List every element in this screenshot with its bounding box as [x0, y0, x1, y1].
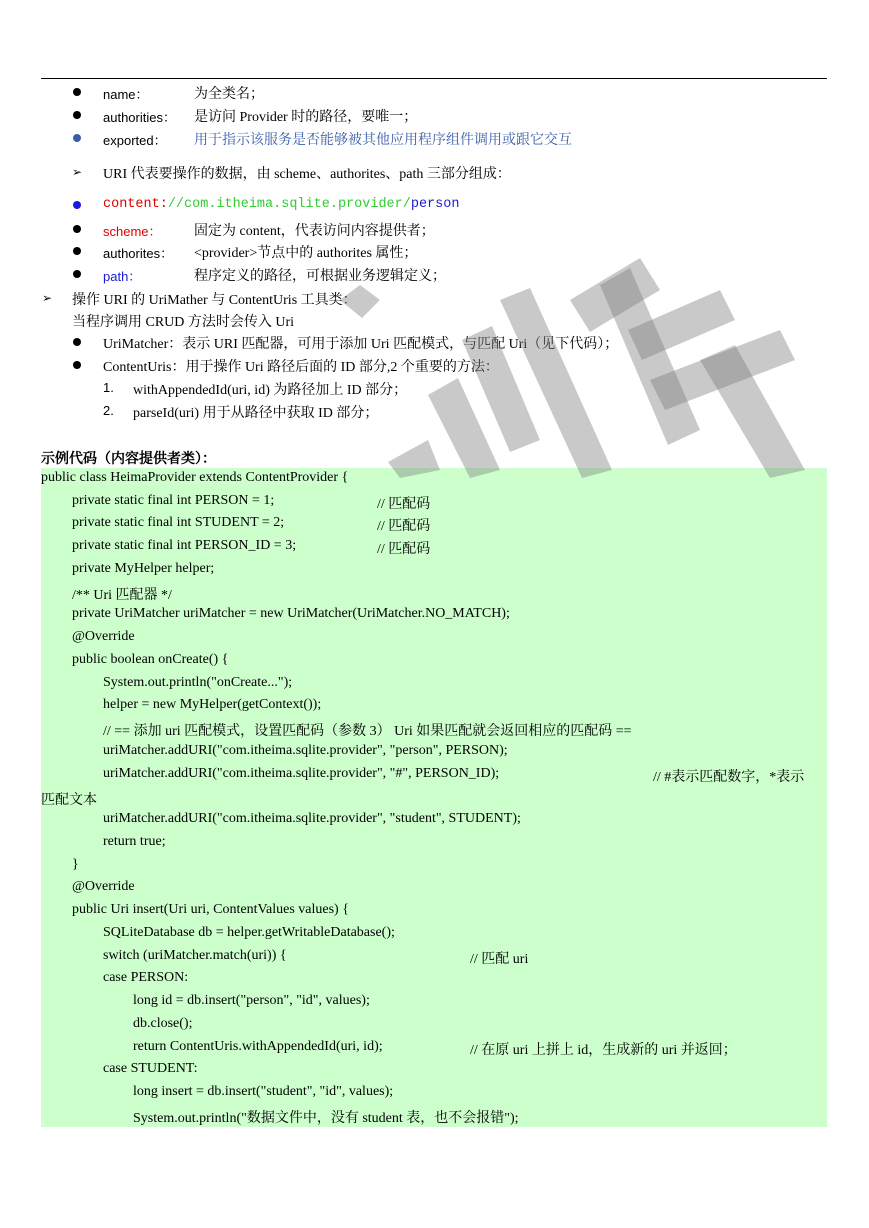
bullet-desc: 用于指示该服务是否能够被其他应用程序组件调用或跟它交互 [194, 133, 572, 148]
watermark-stroke [500, 288, 612, 478]
code-line: db.close(); [133, 1016, 193, 1031]
code-line: @Override [72, 629, 135, 644]
list-item: UriMatcher：表示 URI 匹配器，可用于添加 Uri 匹配模式，与匹配 Uri（见下代码）； [103, 337, 619, 352]
uri-authority: //com.itheima.sqlite.provider/ [167, 197, 411, 212]
bullet-label: authorites： [103, 246, 174, 261]
code-line: public Uri insert(Uri uri, ContentValues values) { [72, 902, 349, 917]
bullet-icon [73, 225, 81, 233]
bullet-icon [73, 134, 81, 142]
code-line: private static final int STUDENT = 2; [72, 515, 285, 530]
uri-intro-text: URI 代表要操作的数据，由 scheme、authorites、path 三部分组成： [103, 167, 511, 182]
bullet-desc: 固定为 content，代表访问内容提供者； [194, 224, 435, 239]
code-line: case STUDENT: [103, 1061, 198, 1076]
code-line: private MyHelper helper; [72, 561, 215, 576]
list-number: 2. [103, 403, 114, 418]
code-comment: // 匹配码 [377, 542, 431, 557]
code-comment: // 在原 uri 上拼上 id，生成新的 uri 并返回； [470, 1043, 737, 1058]
code-comment: 匹配文本 [41, 793, 97, 808]
code-line: SQLiteDatabase db = helper.getWritableDatabase(); [103, 925, 395, 940]
watermark-stroke [700, 345, 805, 478]
bullet-icon [73, 88, 81, 96]
arrow-bullet-icon: ➢ [72, 165, 83, 179]
bullet-icon [73, 361, 81, 369]
code-line: return true; [103, 834, 166, 849]
code-line: public boolean onCreate() { [72, 652, 229, 667]
bullet-icon [73, 338, 81, 346]
code-line: long insert = db.insert("student", "id", values); [133, 1084, 394, 1099]
watermark-stroke [650, 330, 795, 410]
code-line: uriMatcher.addURI("com.itheima.sqlite.provider", "person", PERSON); [103, 743, 508, 758]
list-item: withAppendedId(uri, id) 为路径加上 ID 部分； [133, 383, 408, 398]
code-comment: // 匹配码 [377, 497, 431, 512]
code-line: case PERSON: [103, 970, 189, 985]
code-comment: // #表示匹配数字，*表示 [653, 770, 805, 785]
bullet-icon [73, 111, 81, 119]
example-heading: 示例代码（内容提供者类）： [41, 452, 216, 467]
bullet-label: name： [103, 87, 149, 102]
section-subtitle: 当程序调用 CRUD 方法时会传入 Uri [72, 315, 295, 330]
section-title: 操作 URI 的 UriMather 与 ContentUris 工具类： [72, 293, 357, 308]
code-comment: // 匹配码 [377, 519, 431, 534]
bullet-icon [73, 270, 81, 278]
code-line: private static final int PERSON_ID = 3; [72, 538, 297, 553]
watermark-stroke [628, 290, 735, 360]
bullet-icon [73, 201, 81, 209]
uri-scheme: content: [103, 197, 168, 212]
code-comment: // 匹配 uri [470, 952, 529, 967]
bullet-icon [73, 247, 81, 255]
arrow-bullet-icon: ➢ [42, 291, 53, 305]
code-line: switch (uriMatcher.match(uri)) { [103, 948, 287, 963]
bullet-label: scheme： [103, 224, 162, 239]
code-line: System.out.println("onCreate..."); [103, 675, 293, 690]
bullet-desc: 为全类名； [194, 87, 264, 102]
code-line: private UriMatcher uriMatcher = new UriMatcher(UriMatcher.NO_MATCH); [72, 606, 510, 621]
code-line: uriMatcher.addURI("com.itheima.sqlite.provider", "student", STUDENT); [103, 811, 521, 826]
code-line: private static final int PERSON = 1; [72, 493, 275, 508]
code-comment: // == 添加 uri 匹配模式，设置匹配码（参数 3） Uri 如果匹配就会返回相应的匹配码 == [103, 724, 632, 739]
code-line: helper = new MyHelper(getContext()); [103, 697, 322, 712]
header-rule [41, 78, 827, 79]
list-number: 1. [103, 380, 114, 395]
watermark-stroke [428, 378, 500, 478]
code-line: /** Uri 匹配器 */ [72, 588, 172, 603]
bullet-label: exported： [103, 133, 167, 148]
code-line: @Override [72, 879, 135, 894]
uri-example [103, 197, 459, 212]
code-line: return ContentUris.withAppendedId(uri, id); [133, 1039, 383, 1054]
watermark-stroke [600, 268, 700, 445]
code-line: public class HeimaProvider extends ContentProvider { [41, 470, 349, 485]
uri-path: person [410, 197, 460, 212]
code-line: long id = db.insert("person", "id", values); [133, 993, 370, 1008]
bullet-desc: 程序定义的路径，可根据业务逻辑定义； [194, 269, 446, 284]
bullet-label: path： [103, 269, 142, 284]
code-line: System.out.println("数据文件中，没有 student 表，也不会报错"); [133, 1111, 519, 1126]
code-line: } [72, 857, 79, 872]
list-item: ContentUris：用于操作 Uri 路径后面的 ID 部分,2 个重要的方法： [103, 360, 499, 375]
code-line: uriMatcher.addURI("com.itheima.sqlite.provider", "#", PERSON_ID); [103, 766, 500, 781]
bullet-desc: <provider>节点中的 authorites 属性； [194, 246, 418, 261]
bullet-label: authorities： [103, 110, 176, 125]
watermark-stroke [570, 258, 660, 332]
list-item: parseId(uri) 用于从路径中获取 ID 部分； [133, 406, 379, 421]
bullet-desc: 是访问 Provider 时的路径，要唯一； [194, 110, 418, 125]
